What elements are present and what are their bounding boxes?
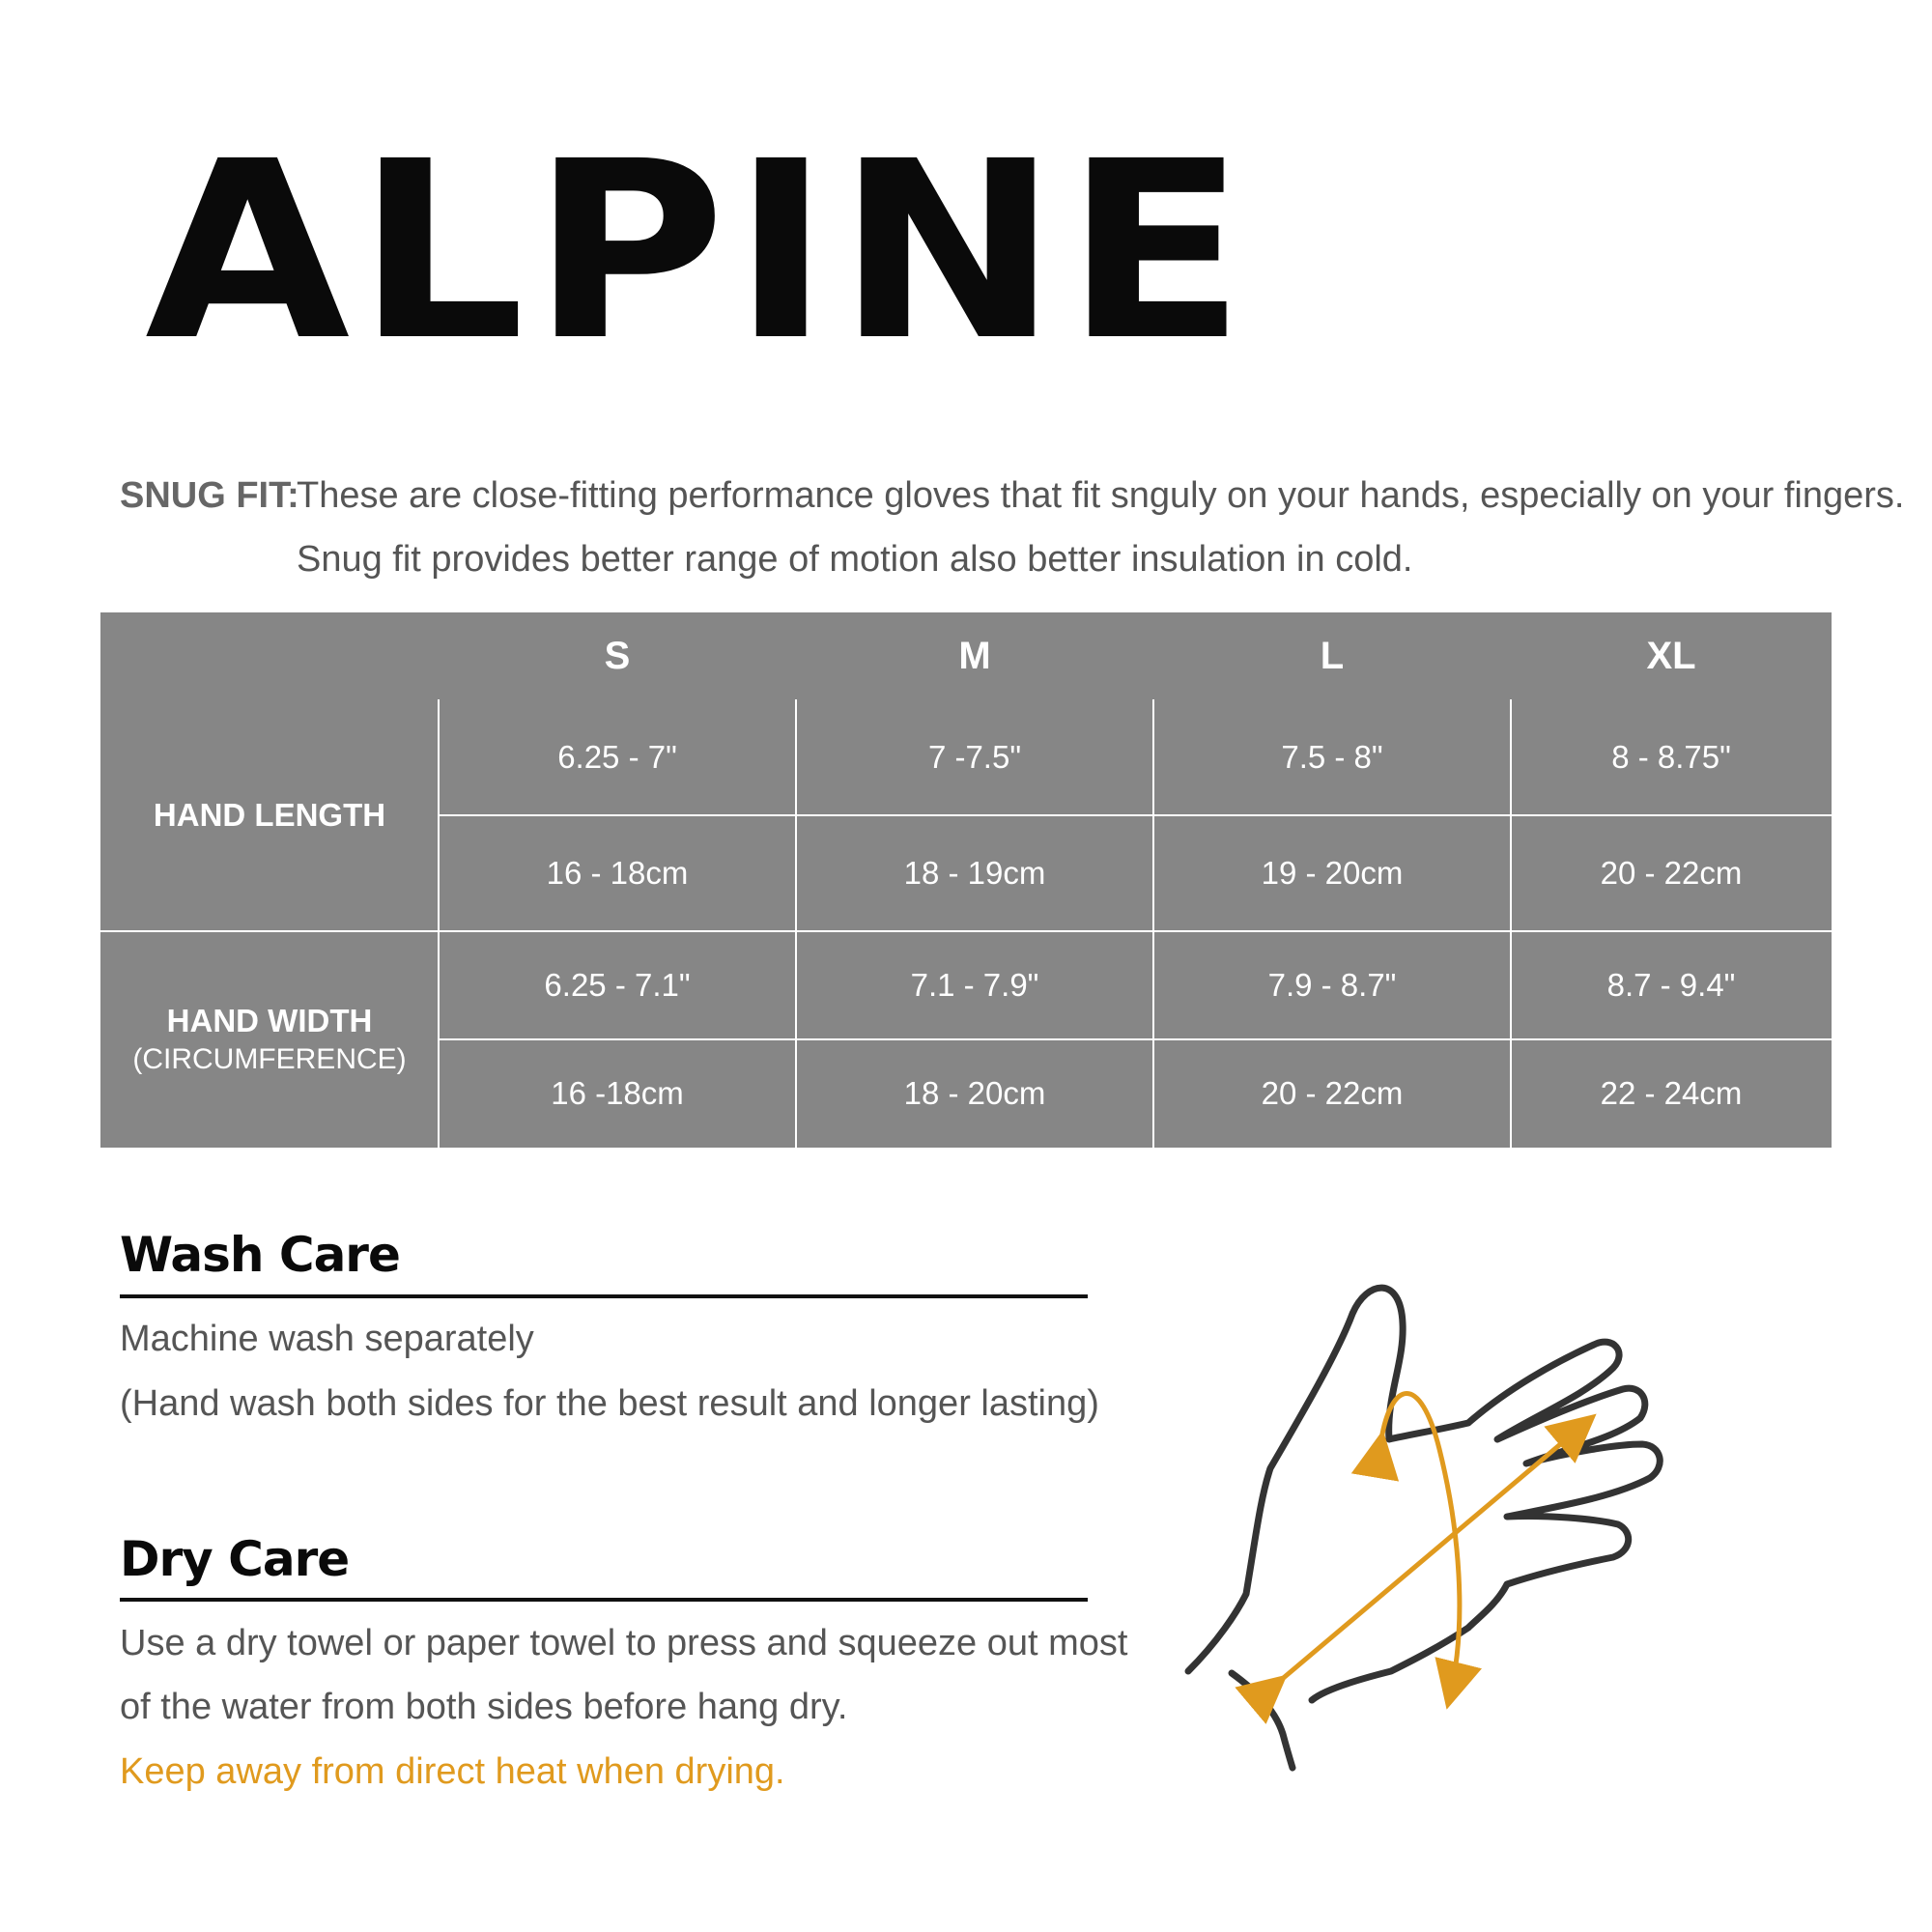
size-header-xl: XL — [1646, 635, 1696, 677]
row-sublabel-text: (CIRCUMFERENCE) — [132, 1043, 407, 1075]
wash-care-line-1: Machine wash separately — [120, 1319, 534, 1359]
dry-care-heading: Dry Care — [120, 1531, 350, 1587]
size-cell-cm: 22 - 24cm — [1600, 1075, 1743, 1111]
row-label-hand-width — [100, 931, 439, 1148]
snug-fit-label: SNUG FIT: — [120, 475, 299, 516]
size-header-l: L — [1320, 635, 1345, 677]
size-cell-cm: 20 - 22cm — [1600, 855, 1743, 891]
snug-fit-line-1: These are close-fitting performance gloves that fit snguly on your hands, especially on your fingers. — [297, 475, 1905, 516]
size-cell-inches: 7.5 - 8" — [1281, 739, 1383, 775]
hand-outline — [1188, 1288, 1660, 1768]
hand-measurement-icon — [1179, 1275, 1816, 1816]
wash-care-line-2: (Hand wash both sides for the best result and longer lasting) — [120, 1383, 1099, 1424]
snug-fit-line-2: Snug fit provides better range of motion also better insulation in cold. — [297, 539, 1413, 580]
grid-vline — [438, 699, 440, 1148]
size-cell-cm: 16 -18cm — [551, 1075, 684, 1111]
size-cell-cm: 18 - 19cm — [903, 855, 1046, 891]
wash-care-divider — [120, 1294, 1088, 1298]
size-cell-cm: 19 - 20cm — [1261, 855, 1404, 891]
dry-care-divider — [120, 1598, 1088, 1602]
row-label-hand-length — [100, 699, 439, 931]
size-chart-table — [100, 612, 1832, 1148]
brand-logo: ALPINE — [145, 108, 1253, 394]
grid-vline — [795, 699, 797, 1148]
size-cell-inches: 6.25 - 7.1" — [544, 967, 691, 1003]
wash-care-heading: Wash Care — [120, 1227, 400, 1283]
grid-vline — [1152, 699, 1154, 1148]
size-cell-cm: 18 - 20cm — [903, 1075, 1046, 1111]
size-cell-inches: 7.1 - 7.9" — [910, 967, 1039, 1003]
row-label-text: HAND LENGTH — [153, 797, 386, 833]
size-header-m: M — [958, 635, 991, 677]
size-cell-inches: 6.25 - 7" — [557, 739, 677, 775]
grid-hline — [439, 1038, 1832, 1040]
dry-care-warning: Keep away from direct heat when drying. — [120, 1751, 785, 1792]
size-header-s: S — [604, 635, 631, 677]
size-cell-inches: 7.9 - 8.7" — [1267, 967, 1397, 1003]
size-cell-inches: 8.7 - 9.4" — [1606, 967, 1736, 1003]
row-label-text: HAND WIDTH — [166, 1003, 373, 1038]
measurement-arrows — [1280, 1394, 1589, 1701]
size-cell-cm: 16 - 18cm — [546, 855, 689, 891]
grid-vline — [1510, 699, 1512, 1148]
grid-hline — [439, 814, 1832, 816]
size-cell-inches: 8 - 8.75" — [1611, 739, 1731, 775]
grid-hline — [100, 930, 1832, 932]
size-cell-inches: 7 -7.5" — [927, 739, 1022, 775]
size-cell-cm: 20 - 22cm — [1261, 1075, 1404, 1111]
dry-care-line-2: of the water from both sides before hang dry. — [120, 1687, 848, 1727]
dry-care-line-1: Use a dry towel or paper towel to press and squeeze out most — [120, 1623, 1128, 1663]
